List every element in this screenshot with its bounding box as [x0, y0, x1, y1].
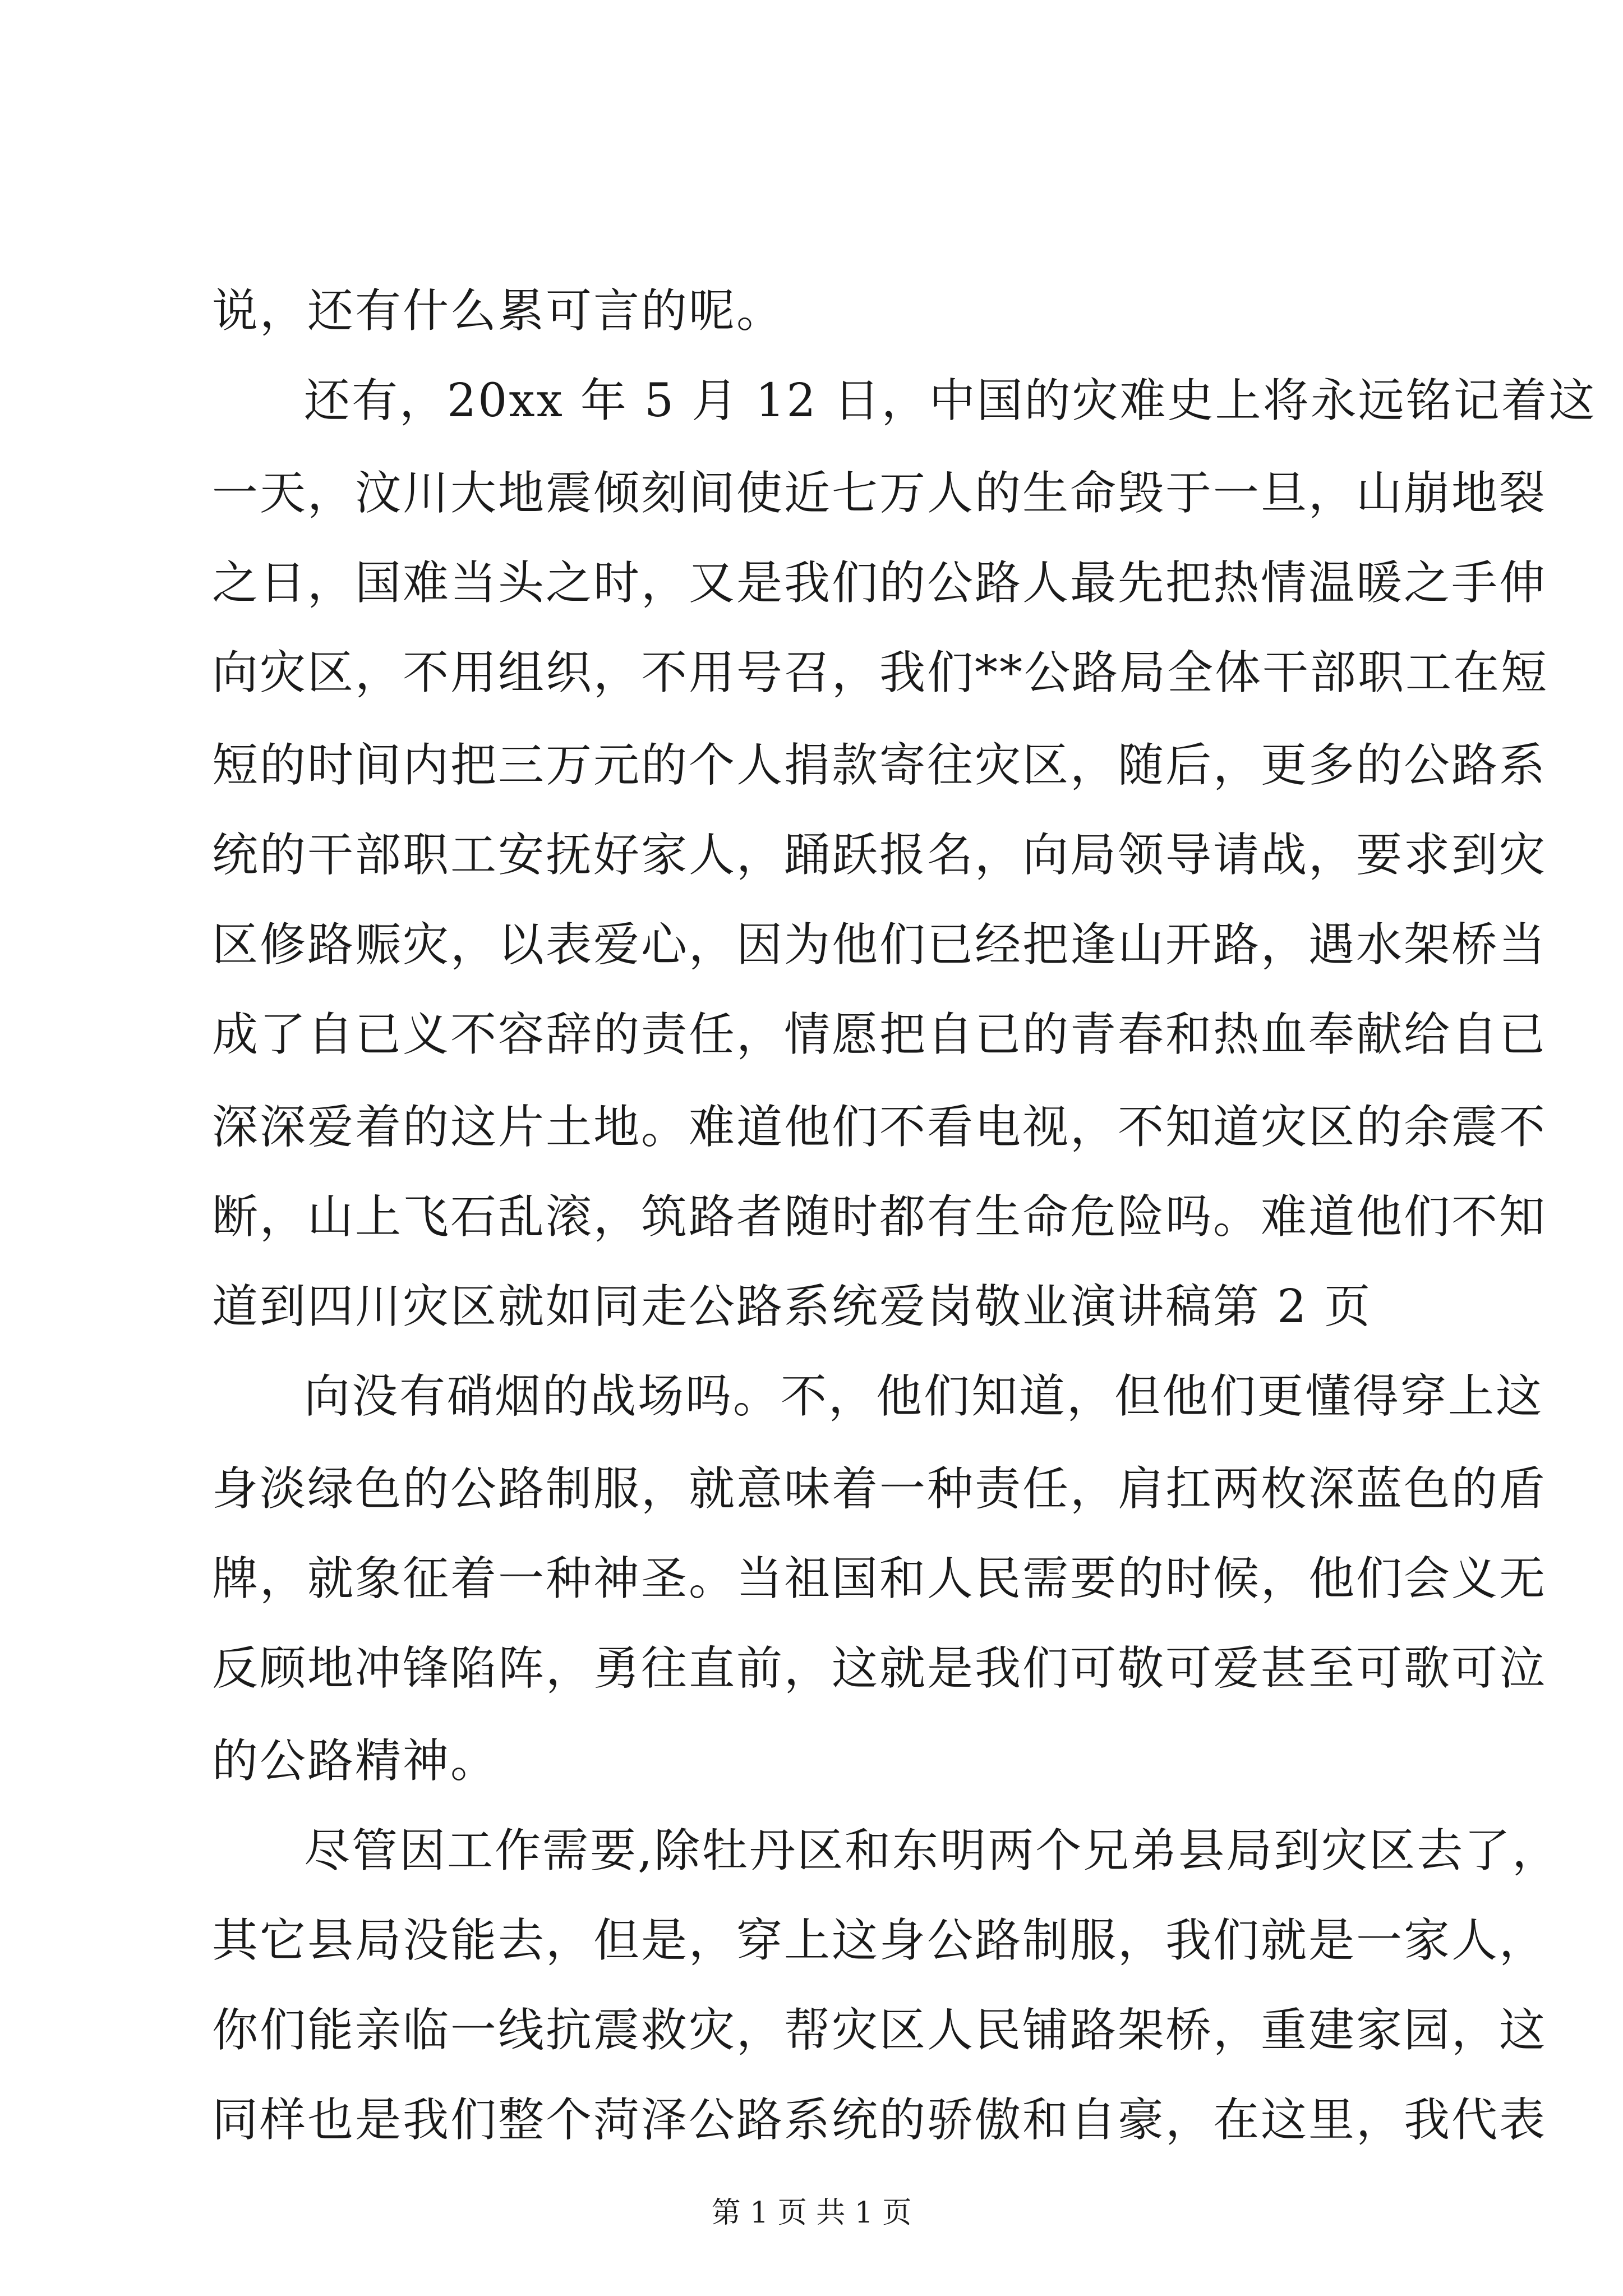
text-line: 尽管因工作需要,除牡丹区和东明两个兄弟县局到灾区去了， — [304, 1824, 1560, 1878]
text-line: 说，还有什么累可言的呢。 — [212, 284, 785, 338]
text-line: 短的时间内把三万元的个人捐款寄往灾区，随后，更多的公路系 — [212, 739, 1547, 792]
text-line: 反顾地冲锋陷阵，勇往直前，这就是我们可敬可爱甚至可歌可泣 — [212, 1642, 1547, 1695]
text-line: 深深爱着的这片土地。难道他们不看电视，不知道灾区的余震不 — [212, 1101, 1547, 1154]
text-line: 你们能亲临一线抗震救灾，帮灾区人民铺路架桥，重建家园，这 — [212, 2004, 1547, 2057]
text-line: 之日，国难当头之时，又是我们的公路人最先把热情温暖之手伸 — [212, 556, 1547, 610]
text-line: 道到四川灾区就如同走公路系统爱岗敬业演讲稿第 2 页 — [212, 1280, 1372, 1333]
text-line: 统的干部职工安抚好家人，踊跃报名，向局领导请战，要求到灾 — [212, 829, 1547, 882]
text-line: 向没有硝烟的战场吗。不，他们知道，但他们更懂得穿上这 — [304, 1370, 1544, 1423]
text-line: 身淡绿色的公路制服，就意味着一种责任，肩扛两枚深蓝色的盾 — [212, 1462, 1547, 1516]
page-footer: 第 1 页 共 1 页 — [711, 2196, 912, 2230]
text-line: 同样也是我们整个菏泽公路系统的骄傲和自豪，在这里，我代表 — [212, 2093, 1547, 2147]
text-line: 区修路赈灾，以表爱心，因为他们已经把逢山开路，遇水架桥当 — [212, 918, 1547, 972]
text-line: 其它县局没能去，但是，穿上这身公路制服，我们就是一家人， — [212, 1914, 1547, 1967]
text-line: 向灾区，不用组织，不用号召，我们**公路局全体干部职工在短 — [212, 646, 1549, 700]
text-line: 的公路精神。 — [212, 1734, 499, 1788]
text-line: 成了自已义不容辞的责任，情愿把自已的青春和热血奉献给自已 — [212, 1008, 1547, 1061]
text-line: 一天，汶川大地震倾刻间使近七万人的生命毁于一旦，山崩地裂 — [212, 467, 1547, 520]
text-line: 牌，就象征着一种神圣。当祖国和人民需要的时候，他们会义无 — [212, 1552, 1547, 1605]
text-line: 断，山上飞石乱滚，筑路者随时都有生命危险吗。难道他们不知 — [212, 1190, 1547, 1244]
text-line: 还有，20xx 年 5 月 12 日，中国的灾难史上将永远铭记着这 — [304, 374, 1597, 427]
